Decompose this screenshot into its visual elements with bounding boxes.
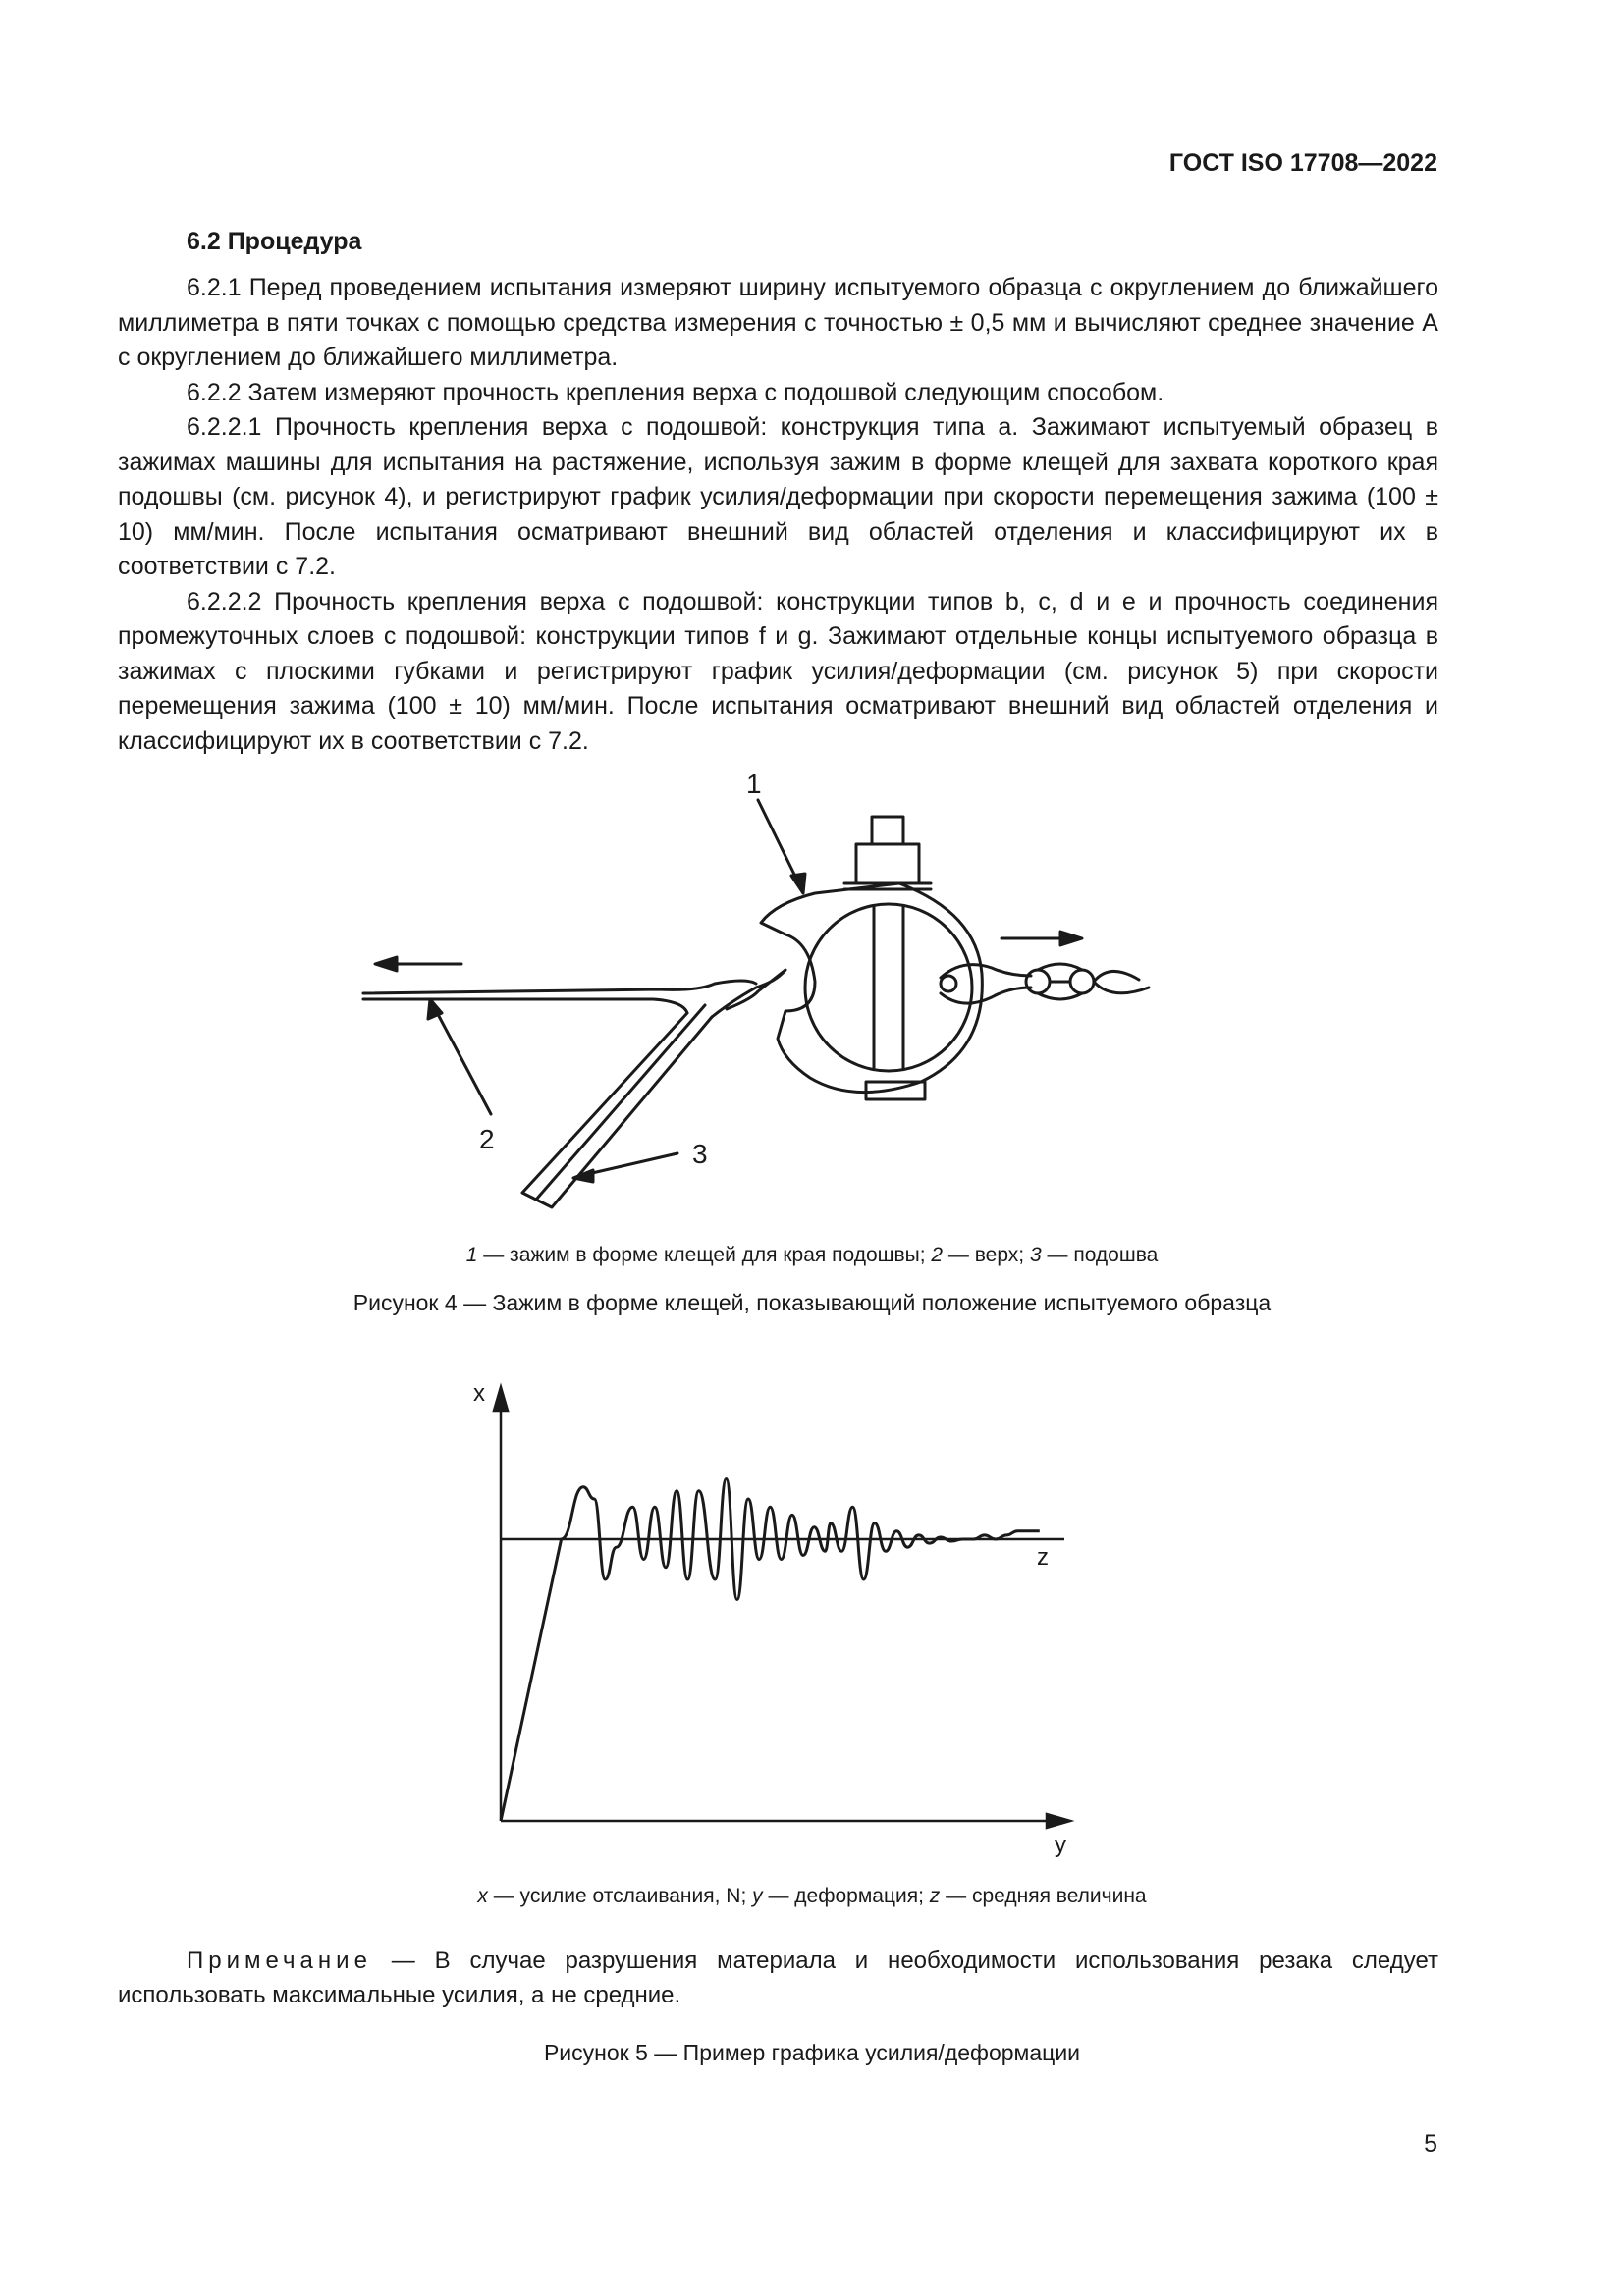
paragraph-6-2-1: 6.2.1 Перед проведением испытания измеряют ширину испытуемого образца с округлением до ближайшего миллиметра в пяти точках с помощью средства измерения с точностью ± 0,5 мм и вычисляют среднее значение A с округлением до ближайшего миллиметра. <box>118 274 1438 371</box>
upper-strip <box>363 981 756 993</box>
label-2: 2 <box>479 1124 495 1154</box>
note-text: — В случае разрушения материала и необходимости использования резака следует использовать максимальные усилия, а не средние. <box>118 1948 1438 2008</box>
figure-5-caption: Рисунок 5 — Пример графика усилия/деформации <box>543 2040 1081 2065</box>
label-3: 3 <box>692 1139 708 1169</box>
paragraph-6-2-2-1: 6.2.2.1 Прочность крепления верха с подошвой: конструкция типа a. Зажимают испытуемый образец в зажимах машины для испытания на растяжение, используя зажим в форме клещей для захвата короткого края подошвы (см. рисунок 4), и регистрируют график усилия/деформации при скорости перемещения зажима (100 ± 10) мм/мин. После испытания осматривают внешний вид областей отделения и классифицируют их в соответствии с 7.2. <box>118 413 1438 580</box>
section-title: 6.2 Процедура <box>187 228 362 255</box>
page-number: 5 <box>1424 2130 1437 2158</box>
x-axis-arrowhead <box>1047 1814 1070 1828</box>
y-axis-arrowhead <box>494 1387 508 1411</box>
clamp-jaw <box>712 970 785 1017</box>
leader-2 <box>432 1003 491 1114</box>
screw-bolt <box>872 817 903 844</box>
y-axis-label: x <box>473 1380 485 1407</box>
note-label: Примечание <box>187 1948 372 1974</box>
body-text <box>118 271 1438 759</box>
figure-5-chart <box>461 1369 1090 1860</box>
chain-link-1 <box>1026 970 1050 993</box>
figure-4-caption: Рисунок 4 — Зажим в форме клещей, показывающий положение испытуемого образца <box>352 1290 1272 1315</box>
hinge-pin <box>941 976 956 991</box>
document-code: ГОСТ ISO 17708—2022 <box>1168 149 1437 177</box>
paragraph-6-2-2: 6.2.2 Затем измеряют прочность крепления верха с подошвой следующим способом. <box>187 378 1164 406</box>
note <box>118 1944 1438 2012</box>
sole-strip <box>522 1013 712 1207</box>
force-curve <box>501 1479 1040 1822</box>
clamp-ring <box>761 883 982 1093</box>
figure-5-legend: x — усилие отслаивания, N; y — деформация; z — средняя величина <box>477 1885 1147 1907</box>
clamp-disc <box>805 904 972 1071</box>
chain-link-2 <box>1070 970 1094 993</box>
pull-left-arrowhead <box>375 957 397 971</box>
x-axis-label: y <box>1055 1832 1066 1858</box>
figure-4-diagram <box>353 766 1218 1217</box>
screw-nut <box>856 844 919 883</box>
mean-label: z <box>1037 1544 1049 1571</box>
paragraph-6-2-2-2: 6.2.2.2 Прочность крепления верха с подошвой: конструкции типов b, c, d и e и прочность соединения промежуточных слоев с подошвой: конструкции типов f и g. Зажимают отдельные концы испытуемого образца в зажимах с плоскими губками и регистрируют график усилия/деформации (см. рисунок 5) при скорости перемещения зажима (100 ± 10) мм/мин. После испытания осматривают внешний вид областей отделения и классифицируют их в соответствии с 7.2. <box>118 587 1438 755</box>
figure-4-legend: 1 — зажим в форме клещей для края подошвы; 2 — верх; 3 — подошва <box>465 1244 1159 1266</box>
pull-right-arrowhead <box>1060 932 1082 945</box>
label-1: 1 <box>746 769 762 799</box>
